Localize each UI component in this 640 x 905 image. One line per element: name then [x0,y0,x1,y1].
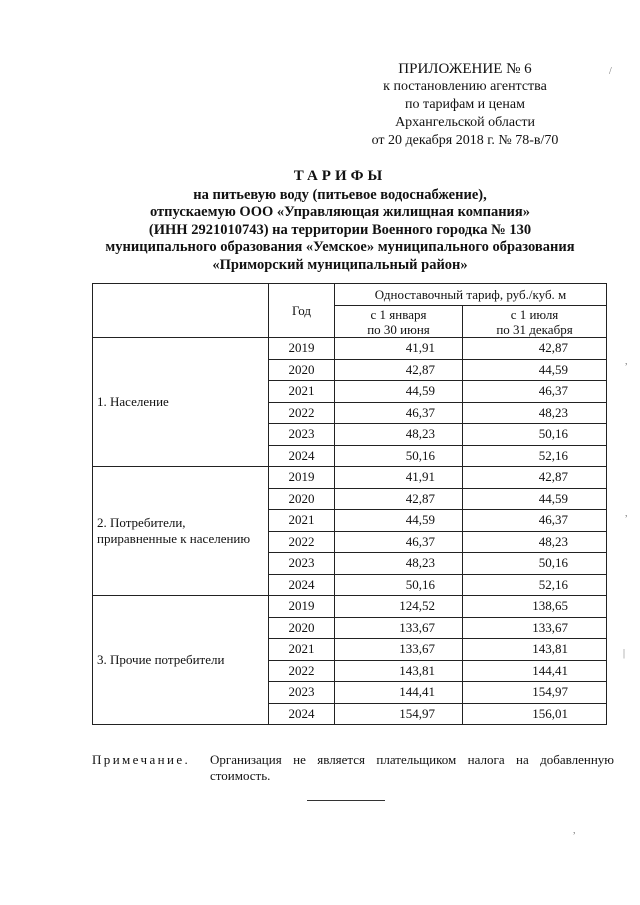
category-cell [93,596,269,725]
scan-mark: , [625,508,628,519]
tariff-jan-cell: 46,37 [335,402,463,424]
year-cell: 2021 [269,510,335,532]
tariff-jan-cell: 42,87 [335,359,463,381]
tariff-jan-cell: 154,97 [335,703,463,725]
tariff-jul-cell: 44,59 [463,488,607,510]
tariff-jul-cell: 50,16 [463,424,607,446]
tariff-jan-cell: 44,59 [335,381,463,403]
title-line: муниципального образования «Уемское» муниципального образования [105,239,575,256]
tariff-jan-cell: 41,91 [335,467,463,489]
appendix-line: Архангельской области [395,115,535,130]
title-line: «Приморский муниципальный район» [212,256,468,273]
appendix-header [345,60,585,150]
title-line: (ИНН 2921010743) на территории Военного городка № 130 [148,221,532,238]
year-cell: 2023 [269,682,335,704]
appendix-line: к постановлению агентства [383,79,547,94]
appendix-date: от 20 декабря 2018 г. № 78-в/70 [371,133,559,148]
year-cell: 2022 [269,531,335,553]
category-name: 3. Прочие потребители [97,652,225,667]
category-name-cont: приравненные к населению [97,531,251,546]
period-2-from: с 1 июля [510,306,559,322]
year-cell: 2019 [269,467,335,489]
tariff-jul-cell: 46,37 [463,510,607,532]
tariff-jan-cell: 41,91 [335,338,463,360]
year-cell: 2019 [269,338,335,360]
year-cell: 2020 [269,488,335,510]
tariff-jan-cell: 124,52 [335,596,463,618]
tariff-jan-cell: 46,37 [335,531,463,553]
header-tariff: Одноставочный тариф, руб./куб. м [335,284,607,306]
year-cell: 2021 [269,639,335,661]
year-cell: 2022 [269,402,335,424]
scan-mark: , [573,825,576,836]
period-2-to: по 31 декабря [496,321,573,337]
year-cell: 2020 [269,617,335,639]
year-cell: 2020 [269,359,335,381]
tariff-jan-cell: 133,67 [335,617,463,639]
year-cell: 2024 [269,445,335,467]
period-1-from: с 1 января [370,306,427,322]
tariff-jul-cell: 52,16 [463,574,607,596]
tariff-jul-cell: 52,16 [463,445,607,467]
table-row [93,467,607,489]
scan-mark: , [625,356,628,367]
tariff-jul-cell: 48,23 [463,531,607,553]
title-main: ТАРИФЫ [293,168,387,184]
period-1-to: по 30 июня [367,321,430,337]
header-year: Год [269,284,335,338]
header-category-cell [93,284,269,338]
appendix-line: по тарифам и ценам [405,97,525,112]
year-cell: 2024 [269,574,335,596]
tariff-jan-cell: 48,23 [335,424,463,446]
tariff-jan-cell: 42,87 [335,488,463,510]
tariff-jul-cell: 44,59 [463,359,607,381]
tariff-jan-cell: 48,23 [335,553,463,575]
signature-line [307,800,385,801]
tariff-jan-cell: 50,16 [335,445,463,467]
category-name: 2. Потребители, [97,515,186,530]
note-label: Примечание. [92,752,191,767]
note-text: Организация не является плательщиком налога на добавленную стоимость. [210,752,614,783]
tariff-jan-cell: 44,59 [335,510,463,532]
year-cell: 2023 [269,424,335,446]
table-row [93,338,607,360]
appendix-number: ПРИЛОЖЕНИЕ № 6 [398,61,532,77]
year-cell: 2023 [269,553,335,575]
category-cell [93,338,269,467]
tariff-jan-cell: 50,16 [335,574,463,596]
tariff-jul-cell: 46,37 [463,381,607,403]
tariff-jan-cell: 144,41 [335,682,463,704]
tariff-table [92,283,607,725]
tariff-jan-cell: 143,81 [335,660,463,682]
year-cell: 2021 [269,381,335,403]
table-row [93,596,607,618]
category-cell [93,467,269,596]
tariff-jul-cell: 143,81 [463,639,607,661]
year-cell: 2024 [269,703,335,725]
title-line: отпускаемую ООО «Управляющая жилищная компания» [149,204,531,221]
table-header-row [93,284,607,306]
scan-mark: / [609,66,612,77]
tariff-jan-cell: 133,67 [335,639,463,661]
title-line: на питьевую воду (питьевое водоснабжение), [193,186,487,203]
tariff-jul-cell: 48,23 [463,402,607,424]
tariff-jul-cell: 133,67 [463,617,607,639]
note [92,752,614,784]
year-cell: 2019 [269,596,335,618]
tariff-jul-cell: 42,87 [463,338,607,360]
tariff-jul-cell: 154,97 [463,682,607,704]
tariff-jul-cell: 156,01 [463,703,607,725]
scan-mark: | [623,648,626,659]
tariff-jul-cell: 50,16 [463,553,607,575]
header-period-2 [463,306,607,338]
header-period-1 [335,306,463,338]
document-title [60,168,620,275]
tariff-jul-cell: 144,41 [463,660,607,682]
tariff-jul-cell: 138,65 [463,596,607,618]
year-cell: 2022 [269,660,335,682]
category-name: 1. Население [97,394,169,409]
tariff-jul-cell: 42,87 [463,467,607,489]
